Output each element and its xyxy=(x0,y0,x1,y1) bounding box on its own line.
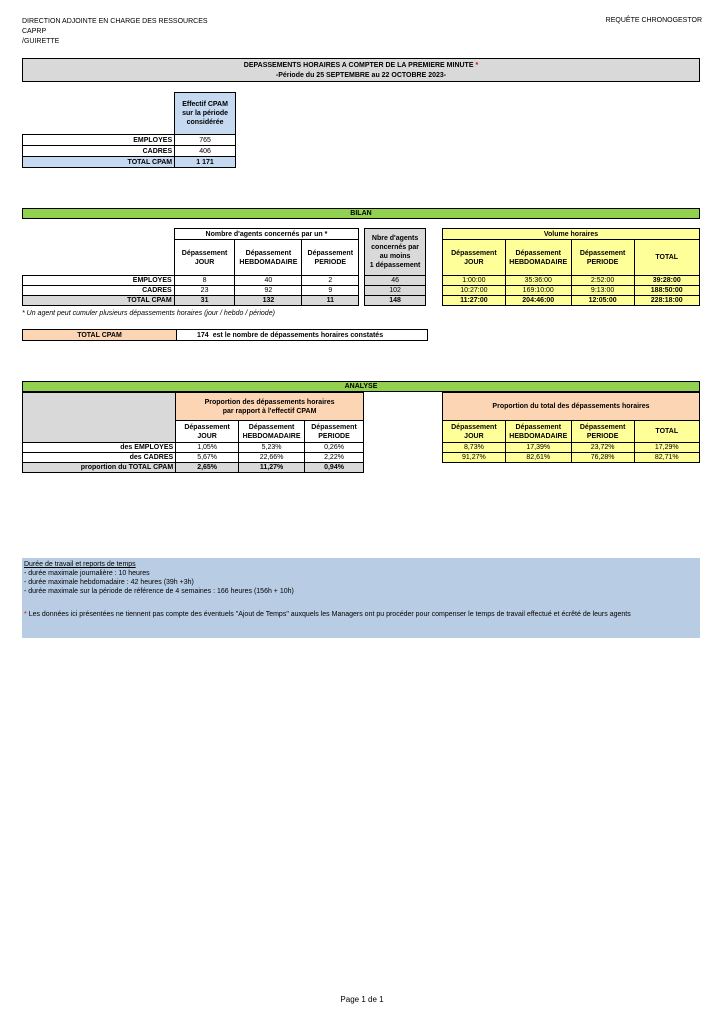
table-row xyxy=(23,135,236,146)
info-title: Durée de travail et reports de temps xyxy=(24,561,136,568)
cell: 23,72% xyxy=(571,443,634,453)
row-label: CADRES xyxy=(23,286,175,296)
table-row xyxy=(443,286,700,296)
table-row xyxy=(23,453,364,463)
title-line2: -Période du 25 SEPTEMBRE au 22 OCTOBRE 2023- xyxy=(275,72,447,79)
cell: 17,39% xyxy=(505,443,571,453)
table-row xyxy=(23,463,364,473)
cell: 102 xyxy=(365,286,426,296)
col-header: Dépassement HEBDOMADAIRE xyxy=(505,240,571,276)
cell: 23 xyxy=(174,286,235,296)
col-header: Dépassement PERIODE xyxy=(571,240,634,276)
cell: 31 xyxy=(174,296,235,306)
volume-header: Volume horaires xyxy=(443,229,700,240)
analyse-bar: ANALYSE xyxy=(22,381,700,392)
total-text: est le nombre de dépassements horaires constatés xyxy=(211,330,428,341)
cell: 2,65% xyxy=(176,463,239,473)
cell: 2:52:00 xyxy=(571,276,634,286)
cell: 76,28% xyxy=(571,453,634,463)
table-row xyxy=(23,286,426,296)
row-label: des CADRES xyxy=(23,453,176,463)
col-header: Dépassement HEBDOMADAIRE xyxy=(235,240,302,276)
cell: 40 xyxy=(235,276,302,286)
cell: 82,71% xyxy=(634,453,699,463)
table-row xyxy=(443,453,700,463)
cell: 148 xyxy=(365,296,426,306)
cell: 204:46:00 xyxy=(505,296,571,306)
table-row xyxy=(23,276,426,286)
prop-total-header: Proportion du total des dépassements horaires xyxy=(443,393,700,421)
cell: 2 xyxy=(302,276,359,286)
title-star: * xyxy=(475,62,479,69)
total-line xyxy=(22,329,428,341)
cell: 8 xyxy=(174,276,235,286)
row-label: des EMPLOYES xyxy=(23,443,176,453)
col-header: Dépassement JOUR xyxy=(443,240,506,276)
cell: 9:13:00 xyxy=(571,286,634,296)
col-header: Dépassement PERIODE xyxy=(305,421,364,443)
total-label: TOTAL CPAM xyxy=(23,330,177,341)
cell: 8,73% xyxy=(443,443,506,453)
analyse-left-table xyxy=(22,392,364,473)
page-number: Page 1 de 1 xyxy=(340,995,384,1004)
cell: 91,27% xyxy=(443,453,506,463)
cell: 5,23% xyxy=(239,443,305,453)
analyse-right-table xyxy=(442,392,700,463)
cell: 82,61% xyxy=(505,453,571,463)
header-line: CAPRP xyxy=(22,28,47,35)
col-header: Dépassement HEBDOMADAIRE xyxy=(239,421,305,443)
cell: 11 xyxy=(302,296,359,306)
title-line1: DEPASSEMENTS HORAIRES A COMPTER DE LA PREMIERE MINUTE xyxy=(243,62,474,69)
effectif-header: Effectif CPAM sur la période considérée xyxy=(175,93,236,135)
header-left xyxy=(22,17,208,47)
col-header: Dépassement JOUR xyxy=(174,240,235,276)
table-row xyxy=(23,443,364,453)
effectif-table xyxy=(22,92,236,168)
cell: 11:27:00 xyxy=(443,296,506,306)
cell: 17,29% xyxy=(634,443,699,453)
row-label: CADRES xyxy=(23,146,175,157)
info-star: * xyxy=(24,611,27,618)
nbre-header: Nbre d'agents concernés par au moins 1 dépassement xyxy=(365,229,426,276)
table-row xyxy=(443,443,700,453)
header-right: REQUÊTE CHRONOGESTOR xyxy=(605,17,702,24)
bilan-bar: BILAN xyxy=(22,208,700,219)
cell: 228:18:00 xyxy=(634,296,700,306)
agents-header: Nombre d'agents concernés par un * xyxy=(174,229,359,240)
col-header: Dépassement JOUR xyxy=(443,421,506,443)
info-line: - durée maximale journalière : 10 heures xyxy=(24,570,150,577)
header-line: DIRECTION ADJOINTE EN CHARGE DES RESSOURCES xyxy=(22,18,208,25)
table-row xyxy=(23,146,236,157)
cell: 39:28:00 xyxy=(634,276,700,286)
info-line: - durée maximale sur la période de référence de 4 semaines : 166 heures (156h + 10h) xyxy=(24,588,294,595)
row-value: 1 171 xyxy=(175,157,236,168)
total-value: 174 xyxy=(177,330,211,341)
bilan-volume-table xyxy=(442,228,700,306)
prop-header: Proportion des dépassements horaires par rapport à l'effectif CPAM xyxy=(176,393,364,421)
row-label: TOTAL CPAM xyxy=(23,296,175,306)
table-row xyxy=(23,157,236,168)
col-header: Dépassement PERIODE xyxy=(571,421,634,443)
col-header: Dépassement JOUR xyxy=(176,421,239,443)
cell: 35:36:00 xyxy=(505,276,571,286)
table-row xyxy=(443,276,700,286)
cell: 92 xyxy=(235,286,302,296)
cell: 5,67% xyxy=(176,453,239,463)
cell: 46 xyxy=(365,276,426,286)
row-label: proportion du TOTAL CPAM xyxy=(23,463,176,473)
cell: 2,22% xyxy=(305,453,364,463)
cell: 22,66% xyxy=(239,453,305,463)
table-row xyxy=(23,296,426,306)
report-title xyxy=(22,58,700,82)
cell: 10:27:00 xyxy=(443,286,506,296)
col-header: Dépassement HEBDOMADAIRE xyxy=(505,421,571,443)
row-label: EMPLOYES xyxy=(23,276,175,286)
bilan-agents-table xyxy=(22,228,426,306)
row-value: 406 xyxy=(175,146,236,157)
cell: 11,27% xyxy=(239,463,305,473)
bilan-footnote: * Un agent peut cumuler plusieurs dépassements horaires (jour / hebdo / période) xyxy=(22,310,275,317)
table-row xyxy=(443,296,700,306)
cell: 0,94% xyxy=(305,463,364,473)
row-value: 765 xyxy=(175,135,236,146)
header-line: /GUIRETTE xyxy=(22,38,60,45)
cell: 132 xyxy=(235,296,302,306)
cell: 1:00:00 xyxy=(443,276,506,286)
cell: 0,26% xyxy=(305,443,364,453)
row-label: TOTAL CPAM xyxy=(23,157,175,168)
cell: 1,05% xyxy=(176,443,239,453)
col-header: TOTAL xyxy=(634,421,699,443)
info-line: - durée maximale hebdomadaire : 42 heures (39h +3h) xyxy=(24,579,194,586)
cell: 9 xyxy=(302,286,359,296)
cell: 169:10:00 xyxy=(505,286,571,296)
row-label: EMPLOYES xyxy=(23,135,175,146)
cell: 188:50:00 xyxy=(634,286,700,296)
cell: 12:05:00 xyxy=(571,296,634,306)
col-header: TOTAL xyxy=(634,240,700,276)
info-note xyxy=(24,610,698,619)
col-header: Dépassement PERIODE xyxy=(302,240,359,276)
info-box xyxy=(22,558,700,638)
info-note-text: Les données ici présentées ne tiennent pas compte des éventuels "Ajout de Temps" auxquels les Managers ont pu procéder pour compenser le temps de travail effectué et écrêté de leurs agents xyxy=(28,611,631,618)
